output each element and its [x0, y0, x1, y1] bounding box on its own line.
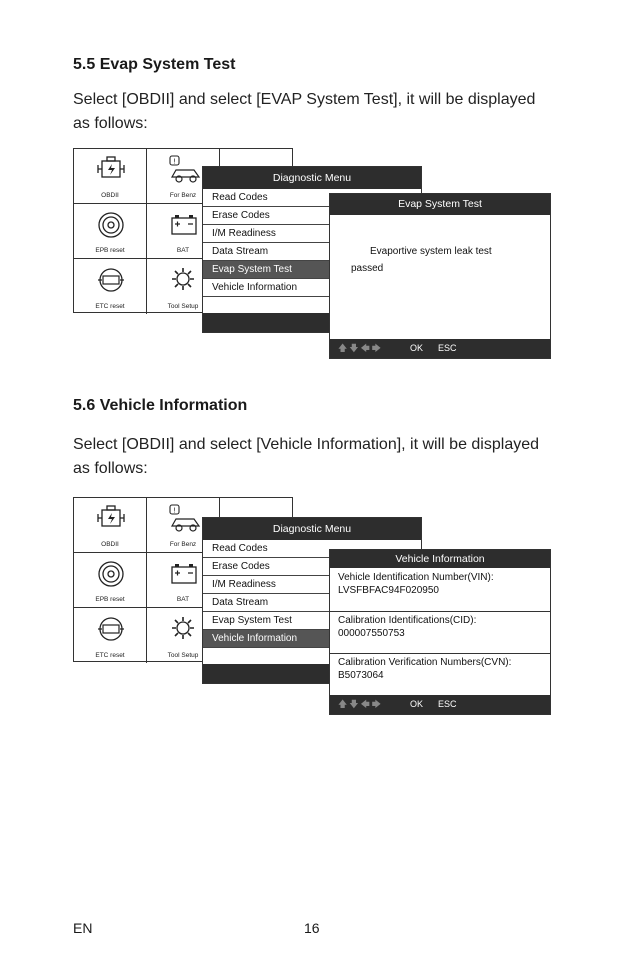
- tile-label: For Benz: [169, 192, 197, 199]
- dialog-footer-bar: [330, 695, 550, 714]
- section-heading-5-5: 5.5 Evap System Test: [73, 56, 236, 73]
- menu-item-evap-system-test[interactable]: Evap System Test: [203, 612, 421, 630]
- car-icon: [169, 155, 203, 185]
- cvn-label: Calibration Verification Numbers(CVN):: [338, 657, 512, 668]
- vin-label: Vehicle Identification Number(VIN):: [338, 572, 494, 583]
- obdii-tile[interactable]: [74, 498, 147, 553]
- svg-text:!: !: [173, 506, 176, 515]
- etc-reset-tile[interactable]: [74, 608, 147, 663]
- epb-reset-tile[interactable]: [74, 204, 147, 259]
- vin-section: [330, 568, 550, 612]
- vehicle-information-dialog: [329, 549, 551, 715]
- throttle-icon: [96, 265, 126, 295]
- cvn-section: [330, 654, 550, 685]
- page-language: EN: [73, 920, 93, 936]
- menu-item-im-readiness[interactable]: I/M Readiness: [203, 225, 421, 243]
- dialog-footer-bar: [330, 339, 550, 358]
- gear-icon: [169, 265, 199, 295]
- tile-label: Tool Setup: [167, 303, 199, 310]
- menu-item-erase-codes[interactable]: Erase Codes: [203, 558, 421, 576]
- diagnostic-menu-title: Diagnostic Menu: [203, 167, 421, 189]
- tile-label: BAT: [176, 596, 190, 603]
- cid-value: 000007550753: [338, 628, 405, 639]
- ok-button[interactable]: OK: [410, 343, 424, 353]
- menu-item-erase-codes[interactable]: Erase Codes: [203, 207, 421, 225]
- gear-icon: [169, 614, 199, 644]
- tile-label: Tool Setup: [167, 652, 199, 659]
- menu-item-vehicle-information[interactable]: Vehicle Information: [203, 279, 421, 297]
- esc-button[interactable]: ESC: [438, 343, 457, 353]
- evap-system-test-dialog: [329, 193, 551, 359]
- paragraph-line: Select [OBDII] and select [EVAP System Test], it will be displayed: [73, 91, 536, 108]
- tile-label: ETC reset: [95, 652, 125, 659]
- car-icon: [169, 504, 203, 534]
- paragraph-line: as follows:: [73, 115, 148, 132]
- arrow-keys-icon: 🡅🡇🡄🡆: [338, 699, 384, 709]
- menu-item-read-codes[interactable]: Read Codes: [203, 189, 421, 207]
- tile-label: EPB reset: [95, 247, 125, 254]
- svg-text:!: !: [173, 157, 176, 166]
- evap-message-line2: passed: [351, 263, 384, 274]
- etc-reset-tile[interactable]: [74, 259, 147, 314]
- tile-label: OBDII: [101, 541, 119, 548]
- section-heading-5-6: 5.6 Vehicle Information: [73, 397, 248, 414]
- epb-reset-tile[interactable]: [74, 553, 147, 608]
- menu-item-vehicle-information[interactable]: Vehicle Information: [203, 630, 421, 648]
- vehicle-dialog-title: Vehicle Information: [330, 550, 550, 568]
- page-number: 16: [304, 920, 320, 936]
- engine-icon: [96, 504, 126, 532]
- tile-label: EPB reset: [95, 596, 125, 603]
- battery-icon: [169, 559, 199, 589]
- paragraph-line: Select [OBDII] and select [Vehicle Information], it will be displayed: [73, 436, 540, 453]
- section-paragraph-5-6: [73, 433, 553, 481]
- obdii-tile[interactable]: [74, 149, 147, 204]
- menu-item-read-codes[interactable]: Read Codes: [203, 540, 421, 558]
- tile-label: BAT: [176, 247, 190, 254]
- section-paragraph-5-5: [73, 88, 553, 136]
- cvn-value: B5073064: [338, 670, 384, 681]
- tile-label: ETC reset: [95, 303, 125, 310]
- menu-item-im-readiness[interactable]: I/M Readiness: [203, 576, 421, 594]
- menu-item-data-stream[interactable]: Data Stream: [203, 594, 421, 612]
- ok-button[interactable]: OK: [410, 699, 424, 709]
- throttle-icon: [96, 614, 126, 644]
- arrow-keys-icon: 🡅🡇🡄🡆: [338, 343, 384, 353]
- evap-dialog-title: Evap System Test: [330, 194, 550, 215]
- menu-item-data-stream[interactable]: Data Stream: [203, 243, 421, 261]
- brake-disc-icon: [96, 210, 126, 240]
- battery-icon: [169, 210, 199, 240]
- cid-label: Calibration Identifications(CID):: [338, 615, 477, 626]
- engine-icon: [96, 155, 126, 183]
- tile-label: For Benz: [169, 541, 197, 548]
- tile-label: OBDII: [101, 192, 119, 199]
- diagnostic-menu-title: Diagnostic Menu: [203, 518, 421, 540]
- paragraph-line: as follows:: [73, 460, 148, 477]
- esc-button[interactable]: ESC: [438, 699, 457, 709]
- cid-section: [330, 612, 550, 654]
- evap-message-line1: Evaportive system leak test: [370, 246, 492, 257]
- vin-value: LVSFBFAC94F020950: [338, 585, 439, 596]
- menu-item-evap-system-test[interactable]: Evap System Test: [203, 261, 421, 279]
- brake-disc-icon: [96, 559, 126, 589]
